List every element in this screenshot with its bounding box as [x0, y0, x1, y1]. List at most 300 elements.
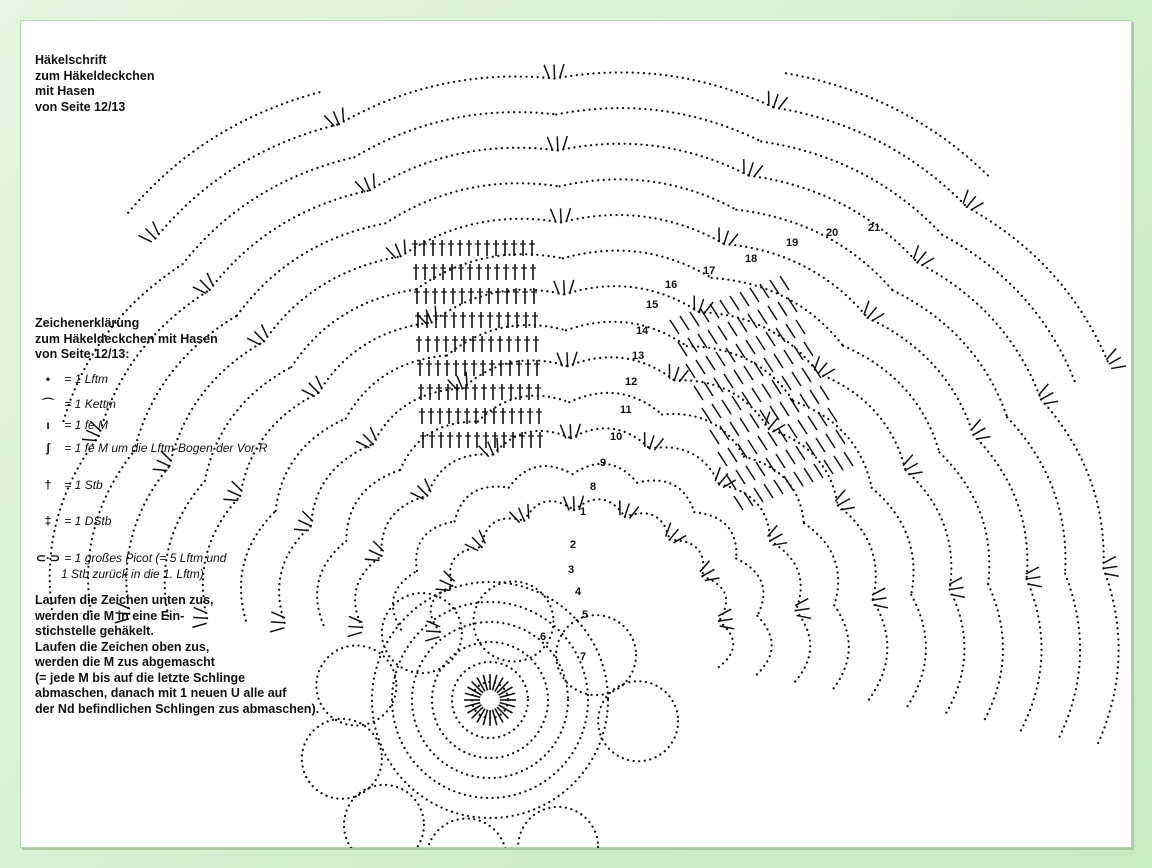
double-crochet-stitch	[348, 632, 362, 636]
double-crochet-stitch	[963, 190, 968, 204]
double-crochet-stitch	[718, 609, 731, 616]
double-crochet-stitch	[1027, 577, 1041, 579]
double-crochet-stitch	[844, 452, 853, 466]
double-crochet-stitch	[794, 472, 803, 486]
double-crochet-stitch	[688, 338, 697, 352]
double-crochet-stitch	[426, 631, 440, 632]
double-crochet-stitch	[726, 348, 735, 362]
legend-item-text: = 1 Stb	[64, 478, 103, 492]
double-crochet-stitch	[744, 366, 753, 380]
legend-item-text: = 1 DStb	[64, 514, 112, 528]
double-crochet-stitch	[764, 484, 773, 498]
double-crochet-stitch	[754, 362, 763, 376]
double-crochet-stitch	[718, 452, 727, 466]
double-crochet-stitch	[976, 437, 991, 440]
double-crochet-stitch	[872, 314, 885, 322]
double-crochet-stitch	[680, 316, 689, 330]
chain-arc	[354, 112, 556, 157]
double-crochet-stitch	[740, 292, 749, 306]
chain-arc	[237, 223, 385, 315]
double-crochet-stitch	[750, 288, 759, 302]
double-crochet-stitch	[778, 428, 787, 442]
legend-item-text: = 1 Lftm	[64, 372, 109, 386]
double-crochet-stitch	[818, 363, 827, 374]
legend-item-text: = 1 Kettm	[64, 397, 117, 411]
double-crochet-stitch	[298, 520, 311, 526]
round-number: 4	[575, 586, 582, 598]
chain-arc	[917, 262, 1041, 399]
chain-arc	[400, 422, 478, 470]
round-number: 20	[826, 227, 839, 239]
double-crochet-stitch	[674, 367, 678, 380]
chain-arc	[569, 393, 662, 415]
double-crochet-icon: †	[44, 478, 52, 492]
double-crochet-stitch	[756, 462, 765, 476]
petal-arc	[473, 581, 553, 661]
petal-arc	[427, 819, 507, 848]
slip-stitch-icon: ⌒	[41, 397, 54, 411]
double-crochet-stitch	[714, 378, 723, 392]
petal-arc	[344, 785, 424, 848]
double-crochet-stitch	[774, 480, 783, 494]
double-crochet-stitch	[873, 598, 887, 600]
double-crochet-stitch	[510, 512, 520, 523]
chain-arc	[893, 290, 1008, 417]
round-number: 18	[745, 253, 758, 265]
instruction-notes	[35, 593, 319, 717]
double-crochet-stitch	[826, 434, 835, 448]
double-crochet-stitch	[774, 94, 778, 107]
round-number: 6	[540, 631, 547, 643]
double-crochet-stitch	[544, 65, 550, 79]
double-crochet-stitch	[348, 626, 362, 627]
title-line: mit Hasen	[35, 84, 95, 98]
double-crochet-stitch	[690, 312, 699, 326]
round-number: 19	[786, 237, 799, 249]
double-crochet-stitch	[547, 137, 553, 151]
double-crochet-stitch	[776, 328, 785, 342]
double-crochet-stitch	[557, 353, 563, 367]
double-crochet-stitch	[760, 284, 769, 298]
double-crochet-stitch	[574, 496, 575, 510]
double-crochet-stitch	[917, 252, 926, 263]
double-crochet-stitch	[772, 380, 781, 394]
chain-arc	[804, 523, 838, 605]
chain-arc	[346, 470, 400, 541]
double-crochet-stitch	[706, 356, 715, 370]
round-number: 16	[665, 279, 678, 291]
double-crochet-stitch	[698, 334, 707, 348]
chain-arc	[818, 373, 905, 470]
double-crochet-stitch	[228, 490, 241, 496]
double-crochet-stitch	[786, 324, 795, 338]
double-crochet-stitch	[758, 310, 767, 324]
legend-heading	[35, 316, 218, 363]
double-crochet-stitch	[569, 280, 573, 294]
chain-arc	[559, 179, 736, 209]
chain-arc	[1096, 568, 1118, 746]
double-crochet-stitch	[566, 208, 570, 222]
double-crochet-stitch	[679, 370, 688, 382]
round-number: 9	[600, 457, 607, 469]
double-crochet-stitch	[573, 352, 577, 366]
round-number: 17	[703, 265, 716, 277]
double-crochet-stitch	[808, 416, 817, 430]
double-crochet-stitch	[710, 430, 719, 444]
double-crochet-stitch	[752, 388, 761, 402]
double-crochet-stitch	[355, 181, 365, 192]
double-crochet-stitch	[554, 65, 555, 79]
chain-arc	[264, 256, 401, 341]
chain-arc	[712, 278, 843, 346]
double-crochet-stitch	[778, 302, 787, 316]
double-crochet-stitch	[820, 386, 829, 400]
legend-item	[35, 478, 103, 496]
chain-arc	[381, 496, 427, 556]
double-crochet-stitch	[734, 496, 743, 510]
diagram-sheet	[20, 20, 1132, 848]
double-crochet-stitch	[798, 420, 807, 434]
round-chain-ring	[392, 602, 588, 798]
double-crochet-stitch	[678, 342, 687, 356]
double-crochet-stitch	[1111, 366, 1126, 369]
double-crochet-stitch	[746, 340, 755, 354]
double-crochet-stitch	[715, 467, 720, 481]
double-crochet-stitch	[564, 280, 565, 294]
double-crochet-stitch	[790, 398, 799, 412]
double-crochet-stitch	[864, 301, 869, 315]
double-crochet-stitch	[560, 64, 564, 78]
chain-arc	[155, 124, 339, 238]
chain-arc	[563, 251, 712, 278]
round-chain-ring	[372, 582, 608, 818]
double-crochet-stitch	[696, 360, 705, 374]
double-crochet-stitch	[782, 376, 791, 390]
double-crochet-stitch	[756, 336, 765, 350]
chain-arc	[393, 571, 417, 630]
double-crochet-stitch	[1044, 401, 1059, 404]
double-crochet-stitch	[373, 541, 384, 551]
chain-arc	[311, 444, 373, 526]
double-crochet-stitch	[784, 350, 793, 364]
chain-arc	[210, 190, 370, 290]
chain-arc	[509, 466, 573, 488]
chain-arc	[793, 610, 810, 684]
chain-arc	[564, 286, 699, 312]
legend-heading-line: zum Häkeldeckchen mit Hasen	[35, 331, 218, 346]
double-crochet-stitch	[903, 455, 913, 466]
double-crochet-stitch	[769, 418, 778, 429]
double-crochet-stitch	[720, 426, 729, 440]
double-crochet-stitch	[950, 594, 965, 597]
double-crochet-stitch	[868, 307, 877, 318]
double-crochet-stitch	[766, 458, 775, 472]
double-crochet-stitch	[804, 468, 813, 482]
double-crochet-stitch	[349, 616, 363, 622]
double-crochet-stitch	[1041, 393, 1053, 400]
chain-arc	[427, 454, 493, 495]
chain-arc	[558, 144, 749, 176]
single-crochet-around-icon: ʃ	[46, 441, 50, 455]
double-crochet-stitch	[551, 209, 557, 223]
double-crochet-stitch	[386, 248, 396, 259]
picot-icon: ⊂·⊃	[35, 551, 61, 565]
chain-arc	[769, 429, 838, 506]
double-crochet-stitch	[650, 435, 654, 448]
round-number: 8	[590, 481, 597, 493]
round-number: 7	[580, 651, 587, 663]
double-crochet-stitch	[1104, 573, 1119, 576]
round-number: 1	[580, 506, 587, 518]
chain-stitch-icon: •	[45, 372, 51, 386]
chain-arc	[744, 457, 804, 524]
double-crochet-stitch	[720, 300, 729, 314]
chain-arc	[478, 396, 569, 422]
double-crochet-stitch	[418, 486, 428, 496]
legend-item-continuation	[61, 567, 204, 585]
double-crochet-stitch	[557, 136, 558, 150]
chain-arc	[291, 289, 416, 367]
note-line: Laufen die Zeichen unten zus,	[35, 593, 214, 607]
chain-arcs	[50, 72, 1119, 848]
note-line: werden die M in eine Ein-	[35, 608, 185, 623]
chart-title	[35, 53, 155, 115]
double-crochet-stitch	[370, 427, 376, 441]
round-number: 14	[636, 325, 649, 337]
double-crochet-stitch	[395, 244, 401, 257]
chain-arc	[183, 157, 355, 264]
chain-arc	[939, 452, 989, 584]
double-crochet-stitch	[770, 534, 782, 541]
chain-arc	[945, 589, 965, 715]
legend-heading-line: Zeichenerklärung	[35, 316, 140, 330]
double-crochet-stitch	[828, 408, 837, 422]
note-line: werden die M zus abgemascht	[35, 655, 215, 669]
chain-arc	[355, 556, 382, 627]
chain-arc	[838, 505, 876, 599]
double-crochet-stitch	[708, 330, 717, 344]
treble-crochet-icon: ‡	[44, 514, 52, 528]
double-crochet-stitch	[786, 450, 795, 464]
double-crochet-stitch	[363, 434, 373, 444]
double-crochet-stitch	[796, 320, 805, 334]
double-crochet-stitch	[758, 436, 767, 450]
double-crochet-stitch	[554, 281, 560, 295]
double-crochet-stitch	[818, 412, 827, 426]
chain-arc	[625, 513, 670, 540]
double-crochet-stitch	[971, 203, 984, 211]
chain-arc	[650, 447, 719, 484]
double-crochet-stitch	[570, 424, 571, 438]
double-crochet-stitch	[730, 422, 739, 436]
double-crochet-stitch	[670, 320, 679, 334]
chain-arc	[983, 584, 1003, 723]
double-crochet-stitch	[364, 177, 370, 190]
double-crochet-stitch	[814, 464, 823, 478]
double-crochet-stitch	[519, 508, 525, 521]
double-crochet-stitch	[971, 419, 981, 430]
note-line: Laufen die Zeichen oben zus,	[35, 639, 210, 654]
double-crochet-stitch	[780, 402, 789, 416]
double-crochet-stitch	[560, 425, 566, 439]
single-crochet-icon: ı	[46, 418, 50, 432]
chain-arc	[687, 346, 794, 401]
chain-arc	[662, 414, 744, 457]
double-crochet-stitch	[666, 523, 671, 537]
chain-arc	[843, 346, 939, 453]
chain-arc	[942, 235, 1075, 382]
double-crochet-stitch	[223, 499, 238, 500]
double-crochet-stitch	[479, 446, 489, 457]
petal-arc	[316, 646, 396, 726]
double-crochet-stitch	[804, 342, 813, 356]
double-crochet-stitch	[732, 396, 741, 410]
double-crochet-stitch	[654, 438, 663, 450]
double-crochet-stitch	[754, 166, 763, 178]
round-number: 12	[625, 376, 638, 388]
double-crochet-stitch	[425, 479, 431, 493]
chain-arc	[906, 470, 952, 589]
double-crochet-stitch	[784, 476, 793, 490]
double-crochet-stitch	[738, 318, 747, 332]
chain-arc	[770, 541, 801, 611]
petal-arc	[598, 681, 678, 761]
double-crochet-stitch	[561, 208, 562, 222]
round-number: 10	[610, 431, 623, 443]
double-crochet-stitch	[873, 605, 888, 608]
double-crochet-stitch	[728, 322, 737, 336]
double-crochet-stitch	[746, 466, 755, 480]
double-crochet-stitch	[710, 304, 719, 318]
chain-arc	[872, 488, 914, 595]
double-crochet-stitch	[906, 463, 918, 470]
chain-arc	[761, 141, 942, 234]
chain-arc	[831, 605, 849, 692]
double-crochet-stitch	[744, 492, 753, 506]
double-crochet-stitch	[780, 276, 789, 290]
double-crochet-stitch	[702, 569, 714, 576]
double-crochet-stitch	[967, 196, 976, 207]
round-chain-ring	[432, 642, 548, 758]
double-crochet-stitch	[816, 438, 825, 452]
double-crochet-stitch	[625, 504, 629, 517]
round-number: 11	[620, 404, 632, 416]
chain-arc	[736, 559, 763, 616]
chain-arc	[669, 540, 703, 576]
double-crochet-stitch	[200, 280, 210, 290]
double-crochet-stitch	[309, 383, 319, 393]
double-crochet-stitch	[373, 173, 374, 188]
double-crochet-stitch	[207, 273, 213, 287]
double-crochet-stitch	[254, 331, 264, 341]
chain-arc	[317, 541, 346, 625]
double-crochet-stitch	[730, 296, 739, 310]
chain-arc	[967, 207, 1109, 364]
double-crochet-stitch	[748, 440, 757, 454]
double-crochet-stitch	[153, 469, 168, 470]
chain-arc	[416, 521, 454, 570]
double-crochet-stitch	[356, 441, 369, 448]
double-crochet-stitch	[302, 511, 313, 521]
double-crochet-stitch	[1109, 357, 1121, 364]
double-crochet-stitch	[247, 338, 260, 345]
chain-arc	[319, 322, 432, 392]
double-crochet-stitch	[712, 404, 721, 418]
note-line: der Nd befindlichen Schlingen zus abmaschen).	[35, 701, 320, 716]
title-line: zum Häkeldeckchen	[35, 68, 155, 83]
double-crochet-stitch	[740, 418, 749, 432]
round-number: 13	[632, 350, 645, 362]
chain-arc	[755, 616, 772, 676]
double-crochet-stitch	[795, 599, 808, 606]
double-crochet-stitch	[669, 529, 678, 540]
double-crochet-stitch	[302, 390, 315, 397]
double-crochet-stitch	[729, 234, 738, 246]
double-crochet-stitch	[872, 588, 885, 595]
double-crochet-stitch	[728, 448, 737, 462]
chain-arc	[869, 600, 888, 700]
legend-item	[35, 395, 116, 413]
double-crochet-stitch	[950, 587, 964, 589]
double-crochet-stitch	[472, 537, 482, 547]
double-crochet-stitch	[754, 488, 763, 502]
double-crochet-stitch	[836, 430, 845, 444]
double-crochet-stitch	[776, 454, 785, 468]
double-crochet-stitch	[736, 344, 745, 358]
legend-item	[35, 372, 108, 390]
double-crochet-stitch	[232, 481, 243, 491]
double-crochet-stitch	[749, 162, 753, 175]
round-chain-ring	[412, 622, 568, 778]
double-crochet-stitch	[973, 428, 985, 435]
double-crochet-stitch	[1104, 566, 1118, 568]
double-crochet-stitch	[369, 550, 382, 556]
double-crochet-stitch	[792, 372, 801, 386]
chain-arc	[555, 72, 774, 107]
double-crochet-stitch	[770, 406, 779, 420]
double-crochet-stitch	[738, 444, 747, 458]
chain-arc	[385, 183, 559, 223]
double-crochet-stitch	[716, 352, 725, 366]
round-chain-ring	[452, 662, 528, 738]
double-crochet-stitch	[724, 231, 728, 244]
double-crochet-stitch	[435, 589, 450, 590]
double-crochet-stitch	[774, 354, 783, 368]
double-crochet-stitch	[788, 424, 797, 438]
double-crochet-stitch	[834, 456, 843, 470]
double-crochet-stitch	[497, 438, 498, 453]
chain-arc	[1007, 417, 1065, 574]
double-crochet-stitch	[835, 490, 845, 501]
double-crochet-stitch	[157, 460, 170, 466]
double-crochet-stitch	[576, 424, 580, 438]
note-line: (= jede M bis auf die letzte Schlinge	[35, 670, 246, 685]
note-line: stichstelle gehäkelt.	[35, 624, 154, 638]
chain-arc	[637, 481, 694, 513]
double-crochet-stitch	[810, 390, 819, 404]
legend-item	[35, 418, 108, 436]
double-crochet-stitch	[797, 615, 812, 618]
round-number: 5	[582, 609, 589, 621]
double-crochet-stitch	[261, 324, 267, 338]
double-crochet-stitch	[1027, 584, 1042, 587]
legend-item-text: = 1 fe M	[64, 418, 109, 432]
double-crochet-stitch	[750, 414, 759, 428]
note-line: abmaschen, danach mit 1 neuen U alle auf	[35, 686, 287, 700]
double-crochet-stitch	[913, 245, 918, 259]
chain-arc	[907, 595, 926, 708]
double-crochet-stitch	[564, 497, 570, 511]
